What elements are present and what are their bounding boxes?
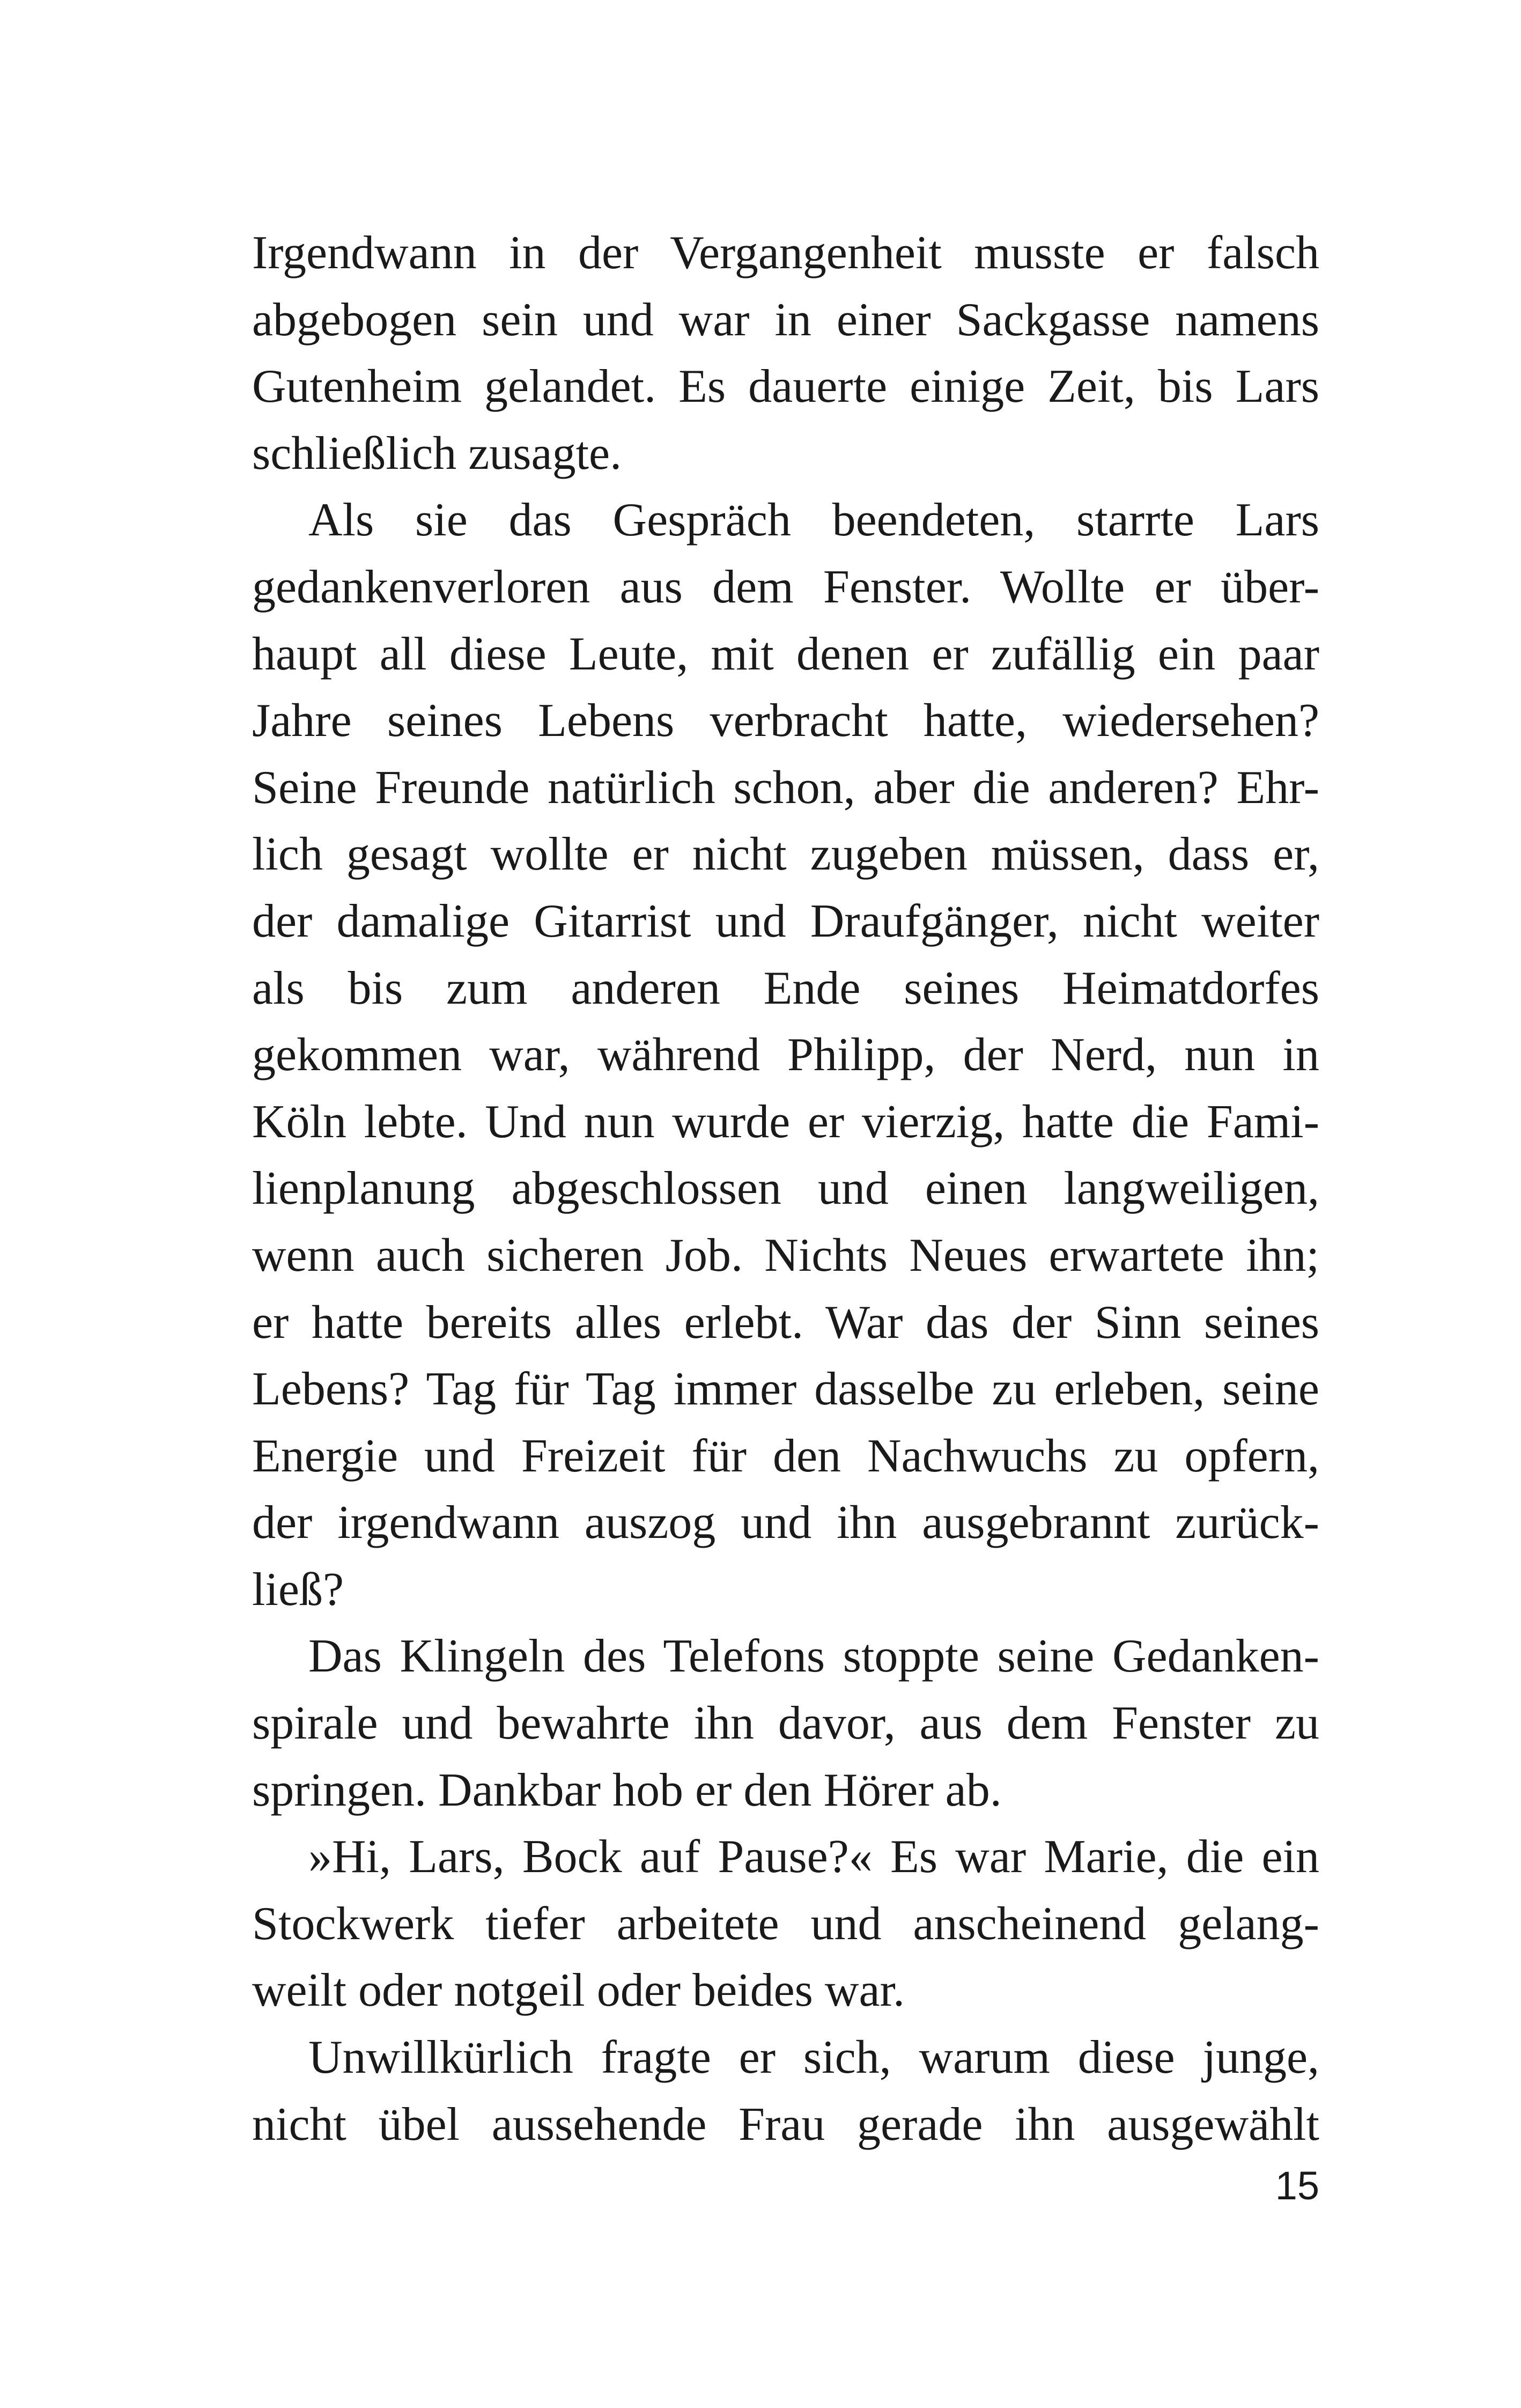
text-line: ließ?	[252, 1563, 344, 1616]
paragraph	[252, 2024, 1319, 2158]
text-line: der damalige Gitarrist und Draufgänger, nicht weiter	[252, 895, 1319, 947]
text-line: haupt all diese Leute, mit denen er zufällig ein paar	[252, 628, 1319, 680]
text-line: Jahre seines Lebens verbracht hatte, wiedersehen?	[252, 695, 1319, 747]
text-line: Seine Freunde natürlich schon, aber die anderen? Ehr-	[252, 761, 1319, 814]
text-line: springen. Dankbar hob er den Hörer ab.	[252, 1764, 1002, 1816]
text-line: lich gesagt wollte er nicht zugeben müssen, dass er,	[252, 828, 1319, 881]
text-line: schließlich zusagte.	[252, 427, 622, 480]
paragraph	[252, 487, 1319, 1623]
page-number: 15	[1275, 2163, 1319, 2208]
text-line: Lebens? Tag für Tag immer dasselbe zu erleben, seine	[252, 1363, 1319, 1416]
paragraph	[252, 1824, 1319, 2024]
text-line: Als sie das Gespräch beendeten, starrte Lars	[308, 494, 1319, 547]
text-line: Energie und Freizeit für den Nachwuchs zu opfern,	[252, 1430, 1319, 1482]
text-line: als bis zum anderen Ende seines Heimatdorfes	[252, 962, 1319, 1014]
text-line: »Hi, Lars, Bock auf Pause?« Es war Marie, die ein	[308, 1831, 1319, 1883]
text-line: Das Klingeln des Telefons stoppte seine Gedanken-	[308, 1630, 1319, 1683]
text-line: nicht übel aussehende Frau gerade ihn ausgewählt	[252, 2098, 1319, 2151]
paragraph	[252, 220, 1319, 487]
text-line: Köln lebte. Und nun wurde er vierzig, hatte die Fami-	[252, 1095, 1319, 1148]
text-line: spirale und bewahrte ihn davor, aus dem Fenster zu	[252, 1697, 1319, 1750]
text-line: lienplanung abgeschlossen und einen langweiligen,	[252, 1162, 1319, 1215]
text-line: er hatte bereits alles erlebt. War das der Sinn seines	[252, 1296, 1319, 1349]
text-line: gedankenverloren aus dem Fenster. Wollte er über-	[252, 561, 1319, 613]
text-line: wenn auch sicheren Job. Nichts Neues erwartete ihn;	[252, 1229, 1319, 1282]
text-line: abgebogen sein und war in einer Sackgasse namens	[252, 293, 1319, 346]
text-line: weilt oder notgeil oder beides war.	[252, 1964, 905, 2017]
text-line: Stockwerk tiefer arbeitete und anscheinend gelang-	[252, 1897, 1319, 1950]
text-line: Irgendwann in der Vergangenheit musste er falsch	[252, 227, 1319, 279]
body-text	[252, 220, 1319, 2158]
text-line: Unwillkürlich fragte er sich, warum diese junge,	[308, 2031, 1319, 2084]
text-line: gekommen war, während Philipp, der Nerd, nun in	[252, 1029, 1319, 1081]
text-line: der irgendwann auszog und ihn ausgebrannt zurück-	[252, 1497, 1319, 1549]
text-line: Gutenheim gelandet. Es dauerte einige Zeit, bis Lars	[252, 360, 1319, 413]
paragraph	[252, 1623, 1319, 1824]
